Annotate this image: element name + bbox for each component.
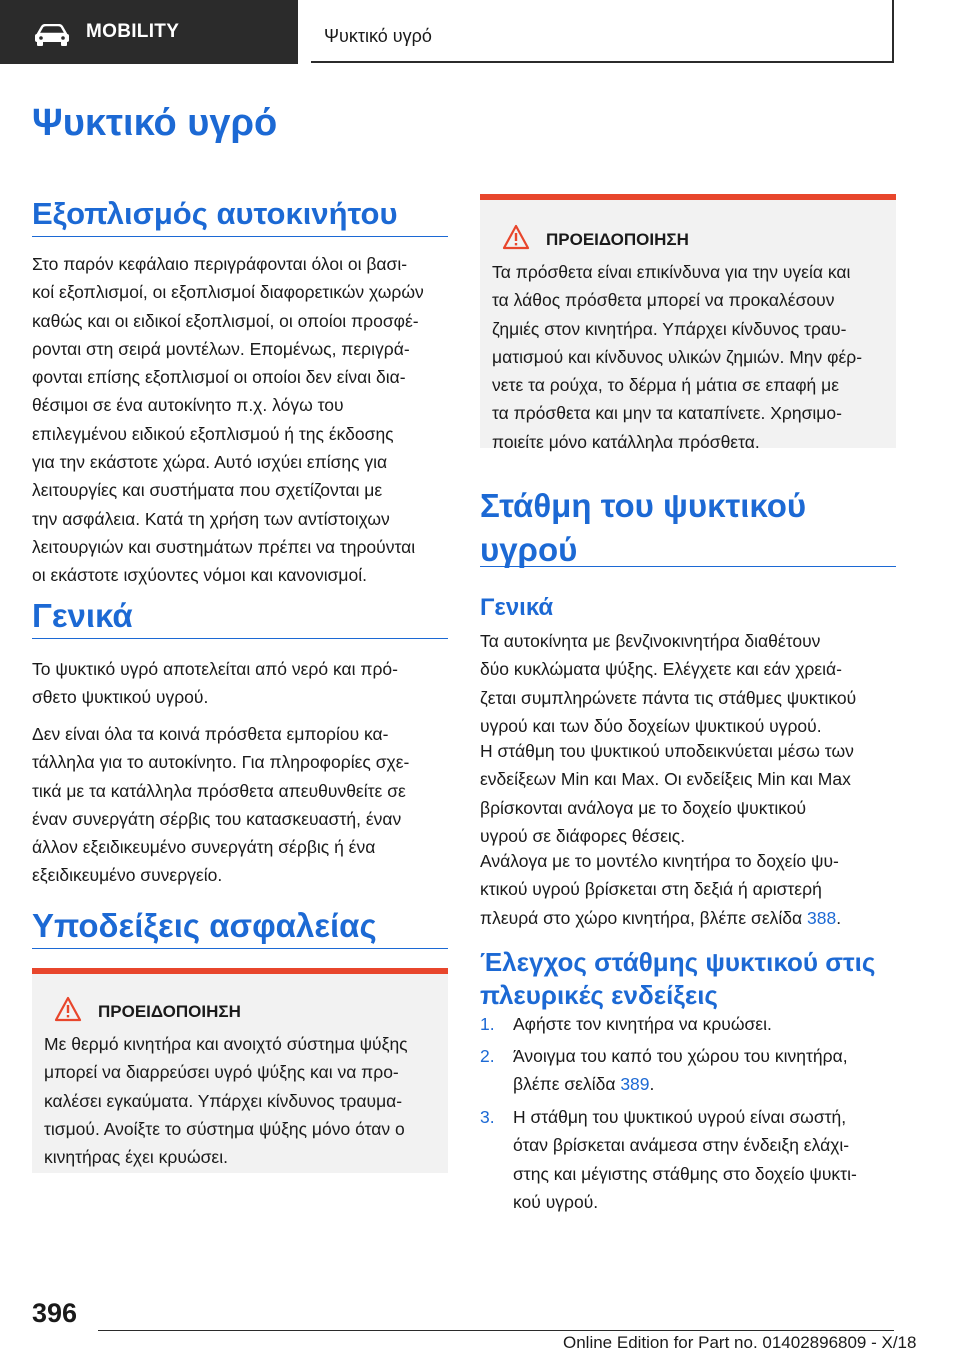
text-line: νετε τα ρούχα, το δέρμα ή μάτια σε επαφή με bbox=[492, 375, 840, 396]
level-heading-line: υγρού bbox=[480, 531, 578, 568]
text-line: για την εκάστοτε χώρα. Αυτό ισχύει επίσης για bbox=[32, 452, 388, 473]
text-line: Η στάθμη του ψυκτικού υγρού είναι σωστή, bbox=[513, 1107, 847, 1127]
check-heading-line: Έλεγχος στάθμης ψυκτικού στις bbox=[480, 947, 876, 977]
text-line: Αφήστε τον κινητήρα να κρυώσει. bbox=[513, 1014, 772, 1034]
general-para-2 bbox=[32, 720, 448, 890]
page-number: 396 bbox=[32, 1298, 78, 1328]
text-line: τικά με τα κατάλληλα πρόσθετα απευθυνθείτε σε bbox=[32, 780, 406, 801]
level-general-subheading: Γενικά bbox=[480, 594, 554, 621]
page-link-388[interactable]: 388 bbox=[807, 907, 837, 928]
text-line: Στο παρόν κεφάλαιο περιγράφονται όλοι οι βασι- bbox=[32, 254, 408, 274]
footer-divider bbox=[98, 1330, 894, 1331]
text-line: μπορεί να διαρρεύσει υγρό ψύξης και να προ- bbox=[44, 1062, 399, 1083]
text-line: άλλον εξειδικευμένο συνεργάτη σέρβις ή ένα bbox=[32, 837, 376, 858]
text-line: σθετο ψυκτικού υγρού. bbox=[32, 687, 209, 708]
car-icon bbox=[34, 24, 70, 46]
check-heading-line: πλευρικές ενδείξεις bbox=[480, 980, 718, 1010]
text-line: τισμού. Ανοίξτε το σύστημα ψύξης μόνο όταν ο bbox=[44, 1118, 405, 1139]
step-text bbox=[513, 1010, 896, 1038]
text-span: βλέπε σελίδα bbox=[513, 1074, 621, 1095]
text-line bbox=[513, 1070, 896, 1098]
text-line: υγρού σε διάφορες θέσεις. bbox=[480, 825, 686, 846]
warning-box-additives bbox=[480, 194, 896, 452]
check-heading-block bbox=[480, 946, 896, 1012]
text-line: βρίσκονται ανάλογα με το δοχείο ψυκτικού bbox=[480, 797, 807, 818]
text-line bbox=[480, 904, 896, 932]
equipment-text bbox=[32, 250, 448, 590]
text-line: Η στάθμη του ψυκτικού υποδεικνύεται μέσω των bbox=[480, 741, 854, 761]
text-line: ματισμού και κίνδυνος υλικών ζημιών. Μην φέρ- bbox=[492, 346, 863, 367]
text-line: θέσιμοι σε ένα αυτοκίνητο π.χ. λόγω του bbox=[32, 395, 344, 416]
step-number: 3. bbox=[480, 1107, 495, 1127]
text-line: ενδείξεων Min και Max. Οι ενδείξεις Min και Max bbox=[480, 769, 851, 790]
general-heading: Γενικά bbox=[32, 597, 133, 634]
step-text bbox=[513, 1103, 896, 1216]
page-title: Ψυκτικό υγρό bbox=[32, 102, 278, 144]
text-line: Με θερμό κινητήρα και ανοιχτό σύστημα ψύξης bbox=[44, 1034, 408, 1054]
text-span: . bbox=[649, 1074, 655, 1095]
level-heading-line: Στάθμη του ψυκτικού bbox=[480, 487, 807, 524]
text-line: Τα αυτοκίνητα με βενζινοκινητήρα διαθέτουν bbox=[480, 631, 821, 651]
edition-label: Online Edition for Part no. 01402896809 - X/18 bbox=[563, 1333, 917, 1352]
warning-text bbox=[44, 1030, 444, 1171]
warning-triangle-icon bbox=[502, 224, 530, 250]
text-line: έναν συνεργάτη σέρβις του κατασκευαστή, έναν bbox=[32, 808, 402, 829]
text-line: οι εκάστοτε ισχύοντες νόμοι και κανονισμοί. bbox=[32, 565, 367, 586]
text-line: Ανάλογα με το μοντέλο κινητήρα το δοχείο ψυ- bbox=[480, 851, 839, 871]
chapter-tab bbox=[311, 0, 894, 63]
text-span: πλευρά στο χώρο κινητήρα, βλέπε σελίδα bbox=[480, 907, 807, 928]
text-line: Άνοιγμα του καπό του χώρου του κινητήρα, bbox=[513, 1046, 848, 1066]
text-line: Τα πρόσθετα είναι επικίνδυνα για την υγεία και bbox=[492, 262, 851, 282]
general-heading-block bbox=[32, 594, 448, 639]
text-line: λειτουργίες και συστήματα που σχετίζονται με bbox=[32, 480, 383, 501]
text-line: Το ψυκτικό υγρό αποτελείται από νερό και πρό- bbox=[32, 659, 398, 679]
text-line: ρονται στη σειρά μοντέλων. Επομένως, περιγρά- bbox=[32, 338, 410, 359]
level-heading-block bbox=[480, 484, 896, 567]
text-line: τα λάθος πρόσθετα μπορεί να προκαλέσουν bbox=[492, 290, 835, 311]
section-tab bbox=[0, 0, 298, 64]
text-line: κού υγρού. bbox=[513, 1191, 599, 1212]
chapter-label: Ψυκτικό υγρό bbox=[324, 26, 432, 46]
text-line: Δεν είναι όλα τα κοινά πρόσθετα εμπορίου κα- bbox=[32, 724, 389, 744]
text-line: καλέσει εγκαύματα. Υπάρχει κίνδυνος τραυμα- bbox=[44, 1090, 403, 1111]
safety-heading-block bbox=[32, 904, 448, 949]
general-para-1 bbox=[32, 655, 448, 712]
text-line: ποιείτε μόνο κατάλληλα πρόσθετα. bbox=[492, 431, 760, 452]
step-text bbox=[513, 1042, 896, 1099]
warning-title: ΠΡΟΕΙΔΟΠΟΙΗΣΗ bbox=[546, 230, 689, 249]
section-label: MOBILITY bbox=[86, 21, 180, 42]
text-line: εξειδικευμένο συνεργείο. bbox=[32, 865, 223, 886]
text-line: ζεται συμπληρώνετε πάντα τις στάθμες ψυκτικού bbox=[480, 687, 857, 708]
equipment-heading-block bbox=[32, 194, 448, 237]
warning-box-heat bbox=[32, 968, 448, 1173]
text-line: δύο κυκλώματα ψύξης. Ελέγχετε και εάν χρειά- bbox=[480, 659, 842, 680]
safety-heading: Υποδείξεις ασφαλείας bbox=[32, 907, 377, 944]
text-line: όταν βρίσκεται ανάμεσα στην ένδειξη ελάχι- bbox=[513, 1135, 850, 1156]
text-line: φονται επίσης εξοπλισμοί οι οποίοι δεν είναι δια- bbox=[32, 367, 406, 388]
equipment-heading: Εξοπλισμός αυτοκινήτου bbox=[32, 196, 398, 231]
text-line: στης και μέγιστης στάθμης στο δοχείο ψυκτι- bbox=[513, 1163, 857, 1184]
page-link-389[interactable]: 389 bbox=[620, 1074, 650, 1095]
text-line: κινητήρας έχει κρυώσει. bbox=[44, 1147, 228, 1168]
text-line: καθώς και οι ειδικοί εξοπλισμοί, οι οποίοι προσφέ- bbox=[32, 310, 419, 331]
text-line: κτικού υγρού βρίσκεται στη δεξιά ή αριστερή bbox=[480, 879, 822, 900]
text-line: κοί εξοπλισμοί, οι εξοπλισμοί διαφορετικών χωρών bbox=[32, 282, 424, 303]
step-number: 2. bbox=[480, 1046, 495, 1066]
text-line: την ασφάλεια. Κατά τη χρήση των αντίστοιχων bbox=[32, 508, 390, 529]
level-para-1 bbox=[480, 627, 896, 740]
text-line: επιλεγμένου ειδικού εξοπλισμού ή της έκδοσης bbox=[32, 423, 394, 444]
level-para-2 bbox=[480, 737, 896, 850]
text-line: ζημιές στον κινητήρα. Υπάρχει κίνδυνος τραυ- bbox=[492, 318, 847, 339]
step-number: 1. bbox=[480, 1014, 495, 1034]
text-line: τάλληλα για το αυτοκίνητο. Για πληροφορίες σχε- bbox=[32, 752, 410, 773]
warning-text bbox=[492, 258, 892, 456]
text-line: τα πρόσθετα και μην τα καταπίνετε. Χρησιμο- bbox=[492, 403, 842, 424]
level-general-subheading-block bbox=[480, 592, 896, 624]
text-line: υγρού και των δύο δοχείων ψυκτικού υγρού. bbox=[480, 715, 822, 736]
text-span: . bbox=[836, 907, 842, 928]
warning-title: ΠΡΟΕΙΔΟΠΟΙΗΣΗ bbox=[98, 1002, 241, 1021]
text-line: λειτουργιών και συστημάτων πρέπει να τηρούνται bbox=[32, 536, 416, 557]
level-para-3 bbox=[480, 847, 896, 932]
warning-triangle-icon bbox=[54, 996, 82, 1022]
